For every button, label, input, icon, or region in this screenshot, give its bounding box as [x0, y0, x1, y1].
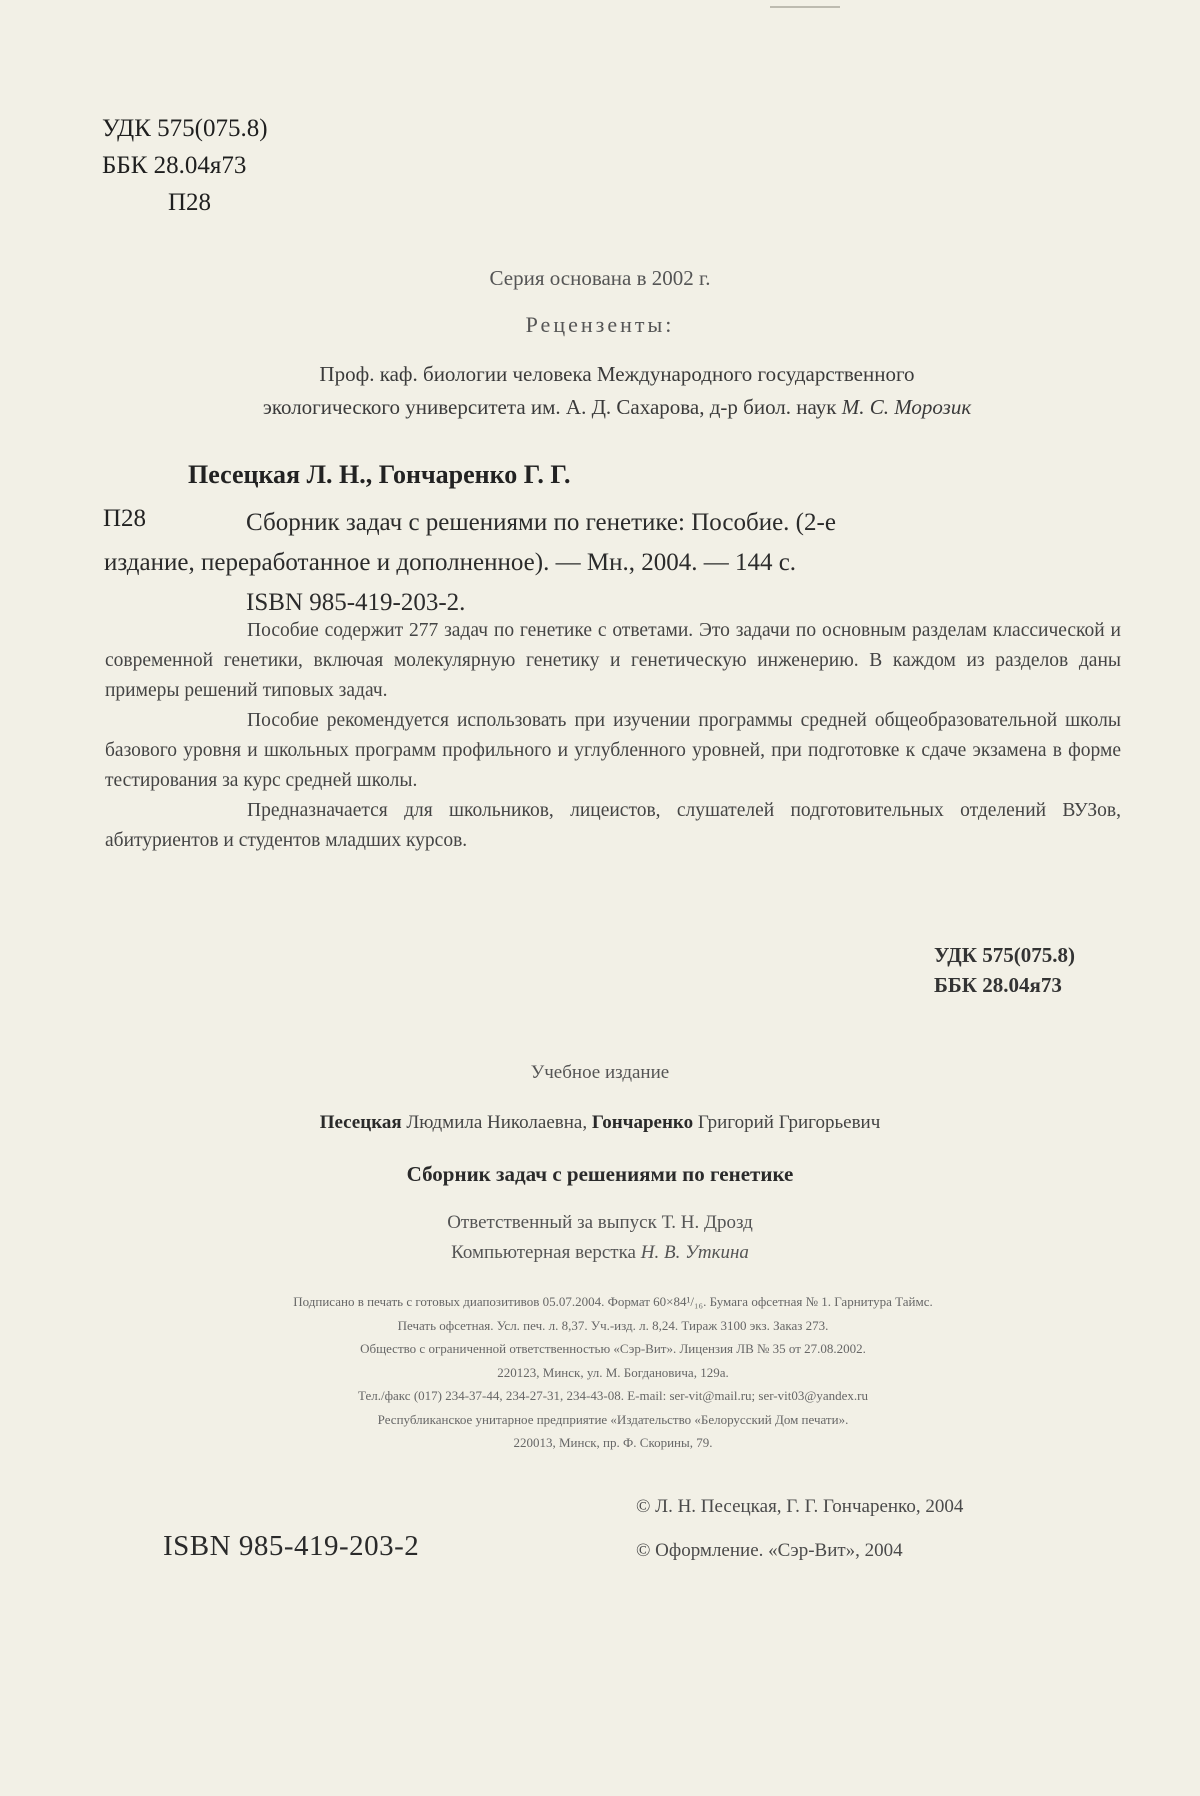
bib-line-1: Сборник задач с решениями по генетике: Пособие. (2-е	[246, 509, 836, 536]
imprint-line: 220013, Минск, пр. Ф. Скорины, 79.	[513, 1435, 713, 1450]
author2-surname: Гончаренко	[591, 1112, 694, 1133]
annotation	[105, 616, 1121, 856]
reviewer-line-1: Проф. каф. биологии человека Международного государственного	[319, 362, 915, 386]
imprint-line: Республиканское унитарное предприятие «Издательство «Белорусский Дом печати».	[377, 1411, 849, 1427]
author-mark: П28	[168, 189, 212, 216]
book-title: Сборник задач с решениями по генетике	[406, 1162, 794, 1186]
bib-authors: Песецкая Л. Н., Гончаренко Г. Г.	[188, 460, 571, 489]
layout-name: Н. В. Уткина	[640, 1242, 749, 1263]
layout-credit	[0, 1242, 1200, 1264]
full-authors	[0, 1112, 1200, 1134]
author1-surname: Песецкая	[319, 1112, 402, 1133]
imprint-line: Печать офсетная. Усл. печ. л. 8,37. Уч.-изд. л. 8,24. Тираж 3100 экз. Заказ 273.	[397, 1317, 829, 1333]
top-edge-mark	[770, 6, 840, 8]
udk-code: УДК 575(075.8)	[102, 115, 268, 142]
classification-codes-bottom	[934, 940, 1075, 1000]
responsible-editor: Ответственный за выпуск Т. Н. Дрозд	[447, 1212, 753, 1233]
reviewer-info	[104, 358, 1130, 424]
imprint-line: Тел./факс (017) 234-37-44, 234-27-31, 234-43-08. E-mail: ser-vit@mail.ru; ser-vit03@yandex.ru	[358, 1388, 868, 1403]
author1-given: Людмила Николаевна,	[406, 1112, 588, 1133]
imprint-block	[105, 1290, 1121, 1455]
classification-codes	[102, 110, 268, 221]
annotation-paragraph: Пособие содержит 277 задач по генетике с ответами. Это задачи по основным разделам классической и современной генетики, включая молекулярную генетику и генетическую инженерию. В каждом из разделов даны примеры решений типовых задач.	[105, 620, 1121, 701]
author2-given: Григорий Григорьевич	[697, 1112, 881, 1133]
reviewer-name: М. С. Морозик	[841, 395, 972, 419]
bib-isbn: ISBN 985-419-203-2.	[246, 589, 466, 616]
edition-type: Учебное издание	[530, 1062, 670, 1083]
layout-label: Компьютерная верстка	[451, 1242, 636, 1263]
imprint-line: Общество с ограниченной ответственностью «Сэр-Вит». Лицензия ЛВ № 35 от 27.08.2002.	[360, 1341, 866, 1356]
series-note: Серия основана в 2002 г.	[489, 266, 711, 290]
imprint-line: 220123, Минск, ул. М. Богдановича, 129а.	[497, 1364, 729, 1380]
udk-code-bottom: УДК 575(075.8)	[934, 943, 1075, 967]
isbn-large: ISBN 985-419-203-2	[163, 1530, 420, 1562]
reviewer-line-2	[104, 391, 1130, 424]
copyright-authors: © Л. Н. Песецкая, Г. Г. Гончаренко, 2004	[636, 1496, 964, 1517]
bib-line-2: издание, переработанное и дополненное). — Мн., 2004. — 144 с.	[104, 549, 797, 576]
reviewers-title: Рецензенты:	[525, 312, 675, 337]
imprint-line: Подписано в печать с готовых диапозитивов 05.07.2004. Формат 60×84¹/₁₆. Бумага офсетная № 1. Гарнитура Таймс.	[293, 1294, 933, 1309]
catalog-number: П28	[103, 505, 147, 532]
annotation-paragraph: Пособие рекомендуется использовать при изучении программы средней общеобразовательной школы базового уровня и школьных программ профильного и углубленного уровней, при подготовке к сдаче экзамена в форме тестирования за курс средней школы.	[105, 710, 1121, 791]
annotation-paragraph: Предназначается для школьников, лицеистов, слушателей подготовительных отделений ВУЗов, абитуриентов и студентов младших курсов.	[105, 800, 1121, 851]
bbk-code: ББК 28.04я73	[102, 152, 247, 179]
reviewer-affiliation: экологического университета им. А. Д. Сахарова, д-р биол. наук	[262, 395, 837, 419]
copyright-design: © Оформление. «Сэр-Вит», 2004	[636, 1540, 903, 1561]
bbk-code-bottom: ББК 28.04я73	[934, 973, 1062, 997]
